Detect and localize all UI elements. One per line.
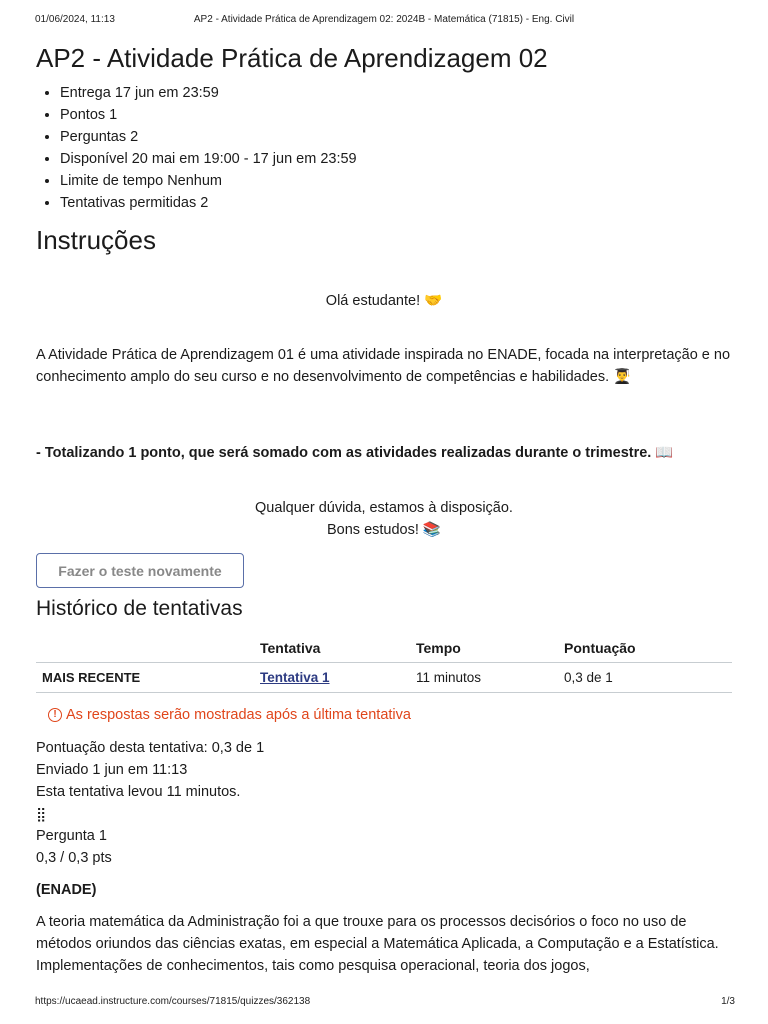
- attempt-duration-line: Esta tentativa levou 11 minutos.: [36, 784, 241, 800]
- table-header-row: [36, 634, 732, 663]
- question-text: A teoria matemática da Administração foi a que trouxe para os processos decisórios o foco no uso de métodos oriundos das ciências exatas, em especial a Matemática Aplicada, a Computação e a Estatística. Implementações de conhecimentos, tais como pesquisa operacional, teoria dos jogos,: [36, 914, 719, 974]
- print-date: 01/06/2024, 11:13: [35, 14, 115, 25]
- question-points: 0,3 / 0,3 pts: [36, 850, 112, 866]
- attempt-1-link[interactable]: Tentativa 1: [260, 670, 330, 685]
- attempt-submitted-line: Enviado 1 jun em 11:13: [36, 762, 188, 778]
- allowed-attempts-item: • Tentativas permitidas 2: [60, 192, 732, 214]
- print-page-number: 1/3: [721, 996, 735, 1007]
- answers-warning: [48, 704, 732, 726]
- time-limit-item: • Limite de tempo Nenhum: [60, 170, 732, 192]
- attempt-score-line: Pontuação desta tentativa: 0,3 de 1: [36, 740, 265, 756]
- column-header-score: Pontuação: [564, 634, 732, 663]
- print-url: https://ucaead.instructure.com/courses/71815/quizzes/362138: [35, 996, 311, 1007]
- quiz-details-list: [36, 82, 732, 214]
- availability-item: • Disponível 20 mai em 19:00 - 17 jun em 23:59: [60, 148, 732, 170]
- main-content: [36, 40, 732, 977]
- closing-line-questions: Qualquer dúvida, estamos à disposição.: [255, 500, 513, 516]
- warning-text: As respostas serão mostradas após a última tentativa: [66, 707, 411, 723]
- instructions-heading: Instruções: [36, 225, 156, 255]
- page-title: AP2 - Atividade Prática de Aprendizagem 02: [36, 43, 548, 73]
- print-page-title: AP2 - Atividade Prática de Aprendizagem 02: 2024B - Matemática (71815) - Eng. Civil: [193, 14, 575, 25]
- question-tag: (ENADE): [36, 882, 97, 898]
- closing-text: [36, 497, 732, 541]
- due-date-item: • Entrega 17 jun em 23:59: [60, 82, 732, 104]
- column-header-time: Tempo: [416, 634, 564, 663]
- attempt-history-table: [36, 634, 732, 693]
- attempt-time-cell: 11 minutos: [416, 663, 564, 693]
- drag-handle-icon[interactable]: ⣿: [36, 806, 46, 822]
- closing-line-good-studies: Bons estudos! 📚: [327, 522, 441, 538]
- attempt-history-heading: Histórico de tentativas: [36, 597, 243, 620]
- points-item: • Pontos 1: [60, 104, 732, 126]
- questions-item: • Perguntas 2: [60, 126, 732, 148]
- column-header-attempt: Tentativa: [260, 634, 416, 663]
- attempt-score-cell: 0,3 de 1: [564, 663, 732, 693]
- attempt-summary: [36, 737, 732, 869]
- instructions-description: A Atividade Prática de Aprendizagem 01 é uma atividade inspirada no ENADE, focada na interpretação e no conhecimento amplo do seu curso e no desenvolvimento de competências e habilidades. 👨‍🎓: [36, 347, 731, 385]
- most-recent-label: MAIS RECENTE: [36, 663, 260, 693]
- greeting-text: Olá estudante! 🤝: [325, 293, 443, 309]
- table-row: [36, 663, 732, 693]
- question-label: Pergunta 1: [36, 828, 107, 844]
- column-header-label: [36, 634, 260, 663]
- alert-circle-icon: !: [48, 708, 62, 722]
- retake-quiz-button[interactable]: Fazer o teste novamente: [36, 553, 244, 588]
- points-note: - Totalizando 1 ponto, que será somado com as atividades realizadas durante o trimestre. 📖: [36, 445, 674, 461]
